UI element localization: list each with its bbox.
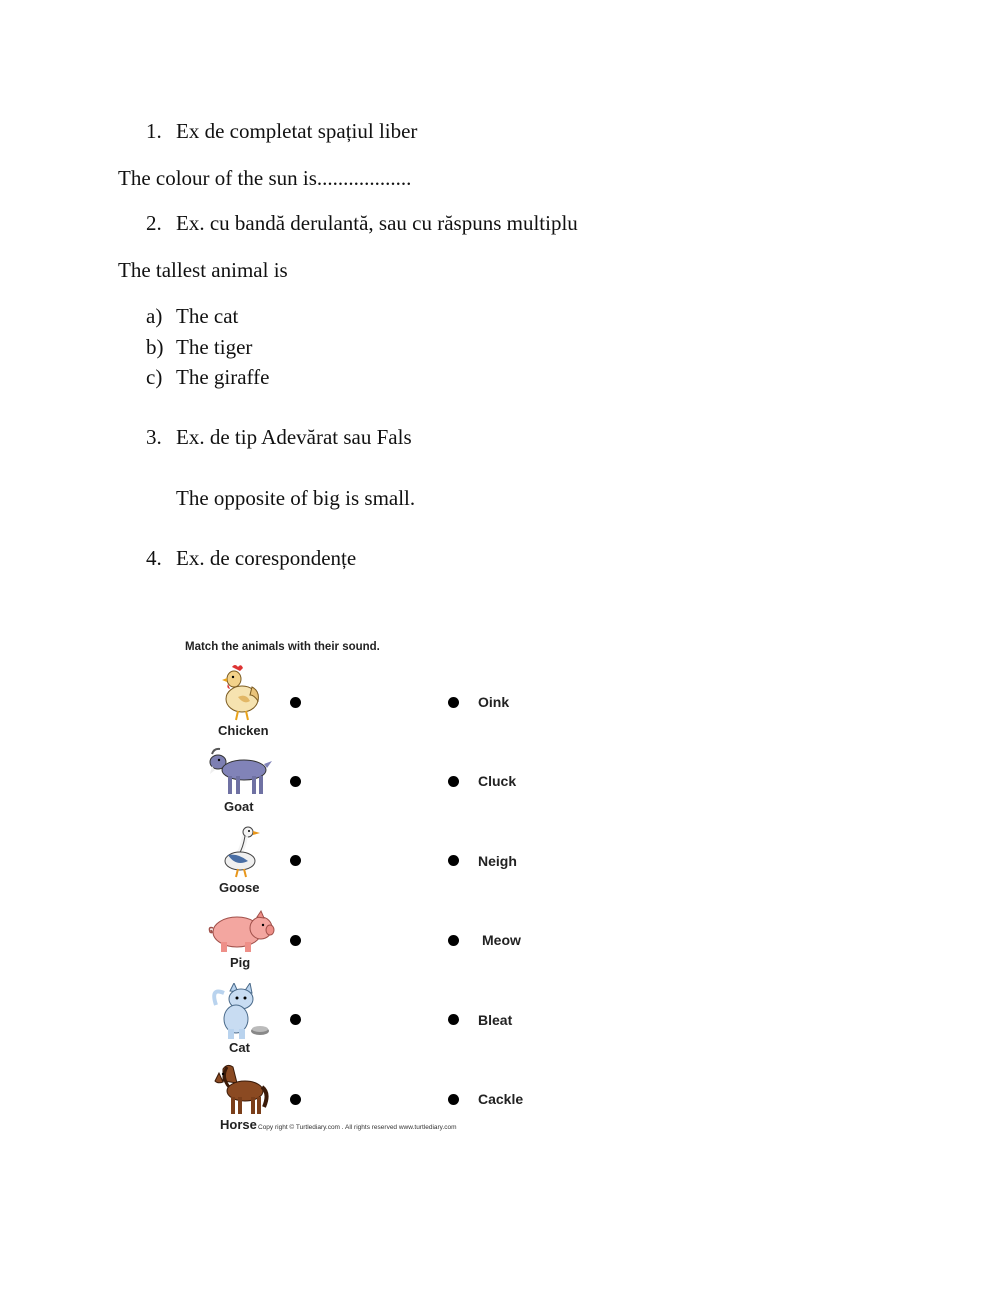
animal-dot-goat[interactable] xyxy=(290,776,301,787)
horse-icon xyxy=(213,1063,269,1117)
sound-label-meow: Meow xyxy=(482,932,521,948)
animal-label-pig: Pig xyxy=(230,955,251,970)
exercise-1-number: 1. xyxy=(146,119,162,143)
copyright-note: Copy right © Turtlediary.com . All rights reserved www.turtlediary.com xyxy=(258,1124,457,1131)
sound-dot-meow[interactable] xyxy=(448,935,459,946)
animal-label-goat: Goat xyxy=(224,799,254,814)
q3-statement: The opposite of big is small. xyxy=(176,486,416,510)
sound-label-cluck: Cluck xyxy=(478,773,517,789)
pig-icon xyxy=(207,908,275,956)
cat-icon xyxy=(210,983,272,1041)
option-c-text[interactable]: The giraffe xyxy=(176,365,270,389)
exercise-2-number: 2. xyxy=(146,211,162,235)
animal-label-chicken: Chicken xyxy=(218,723,269,738)
goat-icon xyxy=(206,746,276,798)
animal-dot-cat[interactable] xyxy=(290,1014,301,1025)
sound-dot-oink[interactable] xyxy=(448,697,459,708)
sound-label-neigh: Neigh xyxy=(478,853,517,869)
exercise-4-number: 4. xyxy=(146,546,162,570)
option-a-text[interactable]: The cat xyxy=(176,304,239,328)
sound-label-bleat: Bleat xyxy=(478,1012,513,1028)
option-b-text[interactable]: The tiger xyxy=(176,335,253,359)
sound-dot-bleat[interactable] xyxy=(448,1014,459,1025)
animal-dot-horse[interactable] xyxy=(290,1094,301,1105)
sound-label-oink: Oink xyxy=(478,694,510,710)
exercise-3-number: 3. xyxy=(146,425,162,449)
animal-label-goose: Goose xyxy=(219,880,260,895)
option-a-letter: a) xyxy=(146,304,163,328)
animal-dot-goose[interactable] xyxy=(290,855,301,866)
q2-question: The tallest animal is xyxy=(118,258,288,282)
sound-label-cackle: Cackle xyxy=(478,1091,524,1107)
matching-title: Match the animals with their sound. xyxy=(185,641,380,653)
animal-label-horse: Horse xyxy=(220,1117,257,1132)
q1-sentence: The colour of the sun is.................. xyxy=(118,166,412,190)
sound-dot-neigh[interactable] xyxy=(448,855,459,866)
sound-dot-cackle[interactable] xyxy=(448,1094,459,1105)
exercise-1-title: Ex de completat spațiul liber xyxy=(176,119,418,143)
goose-icon xyxy=(222,825,262,879)
sound-dot-cluck[interactable] xyxy=(448,776,459,787)
exercise-2-title: Ex. cu bandă derulantă, sau cu răspuns multiplu xyxy=(176,211,578,235)
chicken-icon xyxy=(218,663,264,723)
option-c-letter: c) xyxy=(146,365,163,389)
exercise-3-title: Ex. de tip Adevărat sau Fals xyxy=(176,425,412,449)
option-b-letter: b) xyxy=(146,335,164,359)
animal-label-cat: Cat xyxy=(229,1040,250,1055)
animal-dot-pig[interactable] xyxy=(290,935,301,946)
exercise-4-title: Ex. de corespondențe xyxy=(176,546,357,570)
animal-dot-chicken[interactable] xyxy=(290,697,301,708)
